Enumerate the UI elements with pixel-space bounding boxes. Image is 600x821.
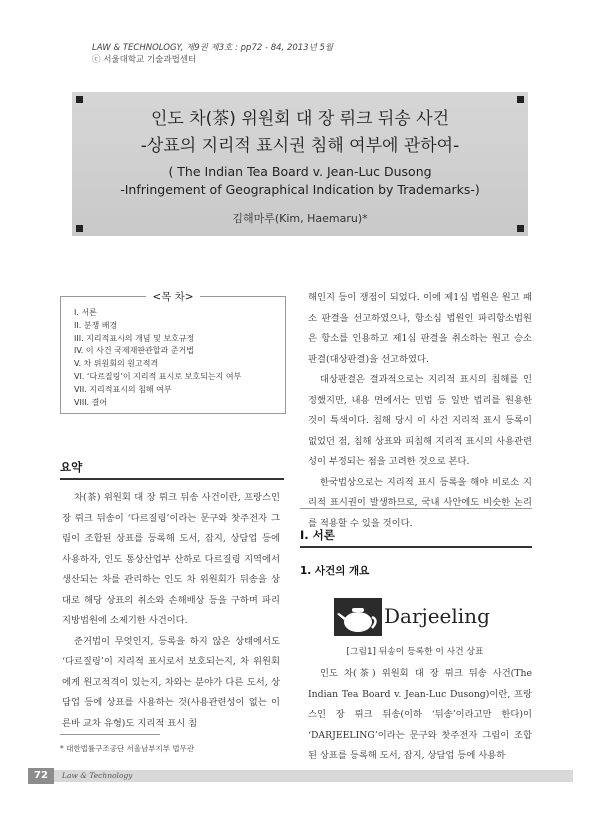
figure-caption: [그림1] 뒤송이 등록한 이 사건 상표 (346, 647, 484, 657)
toc-heading: <목 차> (60, 289, 286, 304)
teapot-icon (334, 598, 382, 636)
english-title: ( The Indian Tea Board v. Jean-Luc Dusong (168, 164, 432, 179)
right-paragraph: 한국법상으로는 지리적 표시 등록을 해야 비로소 지리적 표시권이 발생하므로, 국내 사안에도 비슷한 논리를 적용할 수 있을 것이다. (308, 476, 532, 529)
summary-body (62, 488, 280, 734)
corner-mark-bottom-right (517, 225, 524, 232)
journal-citation: LAW & TECHNOLOGY, 제9권 제3호 : pp72 - 84, 2013년 5월 (92, 43, 334, 53)
right-paragraph: 해인지 등이 쟁점이 되었다. 이에 제1심 법원은 원고 패소 판결을 선고하였으나, 항소심 법원인 파리항소법원은 항소를 인용하고 제1심 판결을 취소하는 원고 승소 판결(대상판결)을 선고하였다. (308, 292, 532, 365)
author: 김해마루(Kim, Haemaru)* (232, 212, 368, 225)
toc-item: VI. ‘다르질링’이 지리적 표시로 보호되는지 여부 (74, 371, 242, 381)
intro-paragraph: 인도 차(茶) 위원회 대 장 뤼크 뒤송 사건(The Indian Tea Board v. Jean-Luc Dusong)이란, 프랑스인 장 뤼크 뒤송(이하 ‘뒤송’이라고만 한다)이 ‘DARJEELING’이라는 문구와 찻주전자 그림이 조합된 상표를 등록해 도서, 잡지, 상담업 등에 사용하 (308, 668, 532, 761)
korean-title: 인도 차(茶) 위원회 대 장 뤼크 뒤송 사건 (151, 109, 449, 129)
logo-wordmark: Darjeeling (384, 604, 490, 628)
korean-subtitle: -상표의 지리적 표시권 침해 여부에 관하여- (140, 136, 460, 156)
toc-item: III. 지리적표시의 개념 및 보호규정 (74, 333, 195, 343)
toc-item: II. 분쟁 배경 (74, 320, 118, 330)
journal-header (92, 42, 333, 66)
summary-rule (60, 478, 284, 480)
publisher-line: ⓒ 서울대학교 기술과법센터 (92, 55, 197, 65)
section-heading-intro: I. 서론 (300, 528, 335, 542)
page-number: 72 (28, 768, 54, 784)
summary-continuation (308, 288, 532, 534)
toc-list (74, 307, 241, 409)
section-rule (300, 508, 532, 509)
footnote-rule (60, 734, 160, 735)
subsection-heading: 1. 사건의 개요 (300, 565, 370, 577)
corner-mark-top-right (517, 96, 524, 103)
corner-mark-top-left (76, 96, 83, 103)
right-paragraph: 대상판결은 결과적으로는 지리적 표시의 침해를 인정했지만, 내용 면에서는 민법 등 일반 법리를 원용한 것이 특색이다. 침해 당시 이 사건 지리적 표시 등록이 없었던 점, 침해 상표와 피침해 지리적 표시의 사용관련성이 부정되는 점을 고려한 것으로 본다. (308, 374, 532, 467)
toc-item: V. 차 위원회의 원고적격 (74, 359, 159, 369)
summary-paragraph: 준거법이 무엇인지, 등록을 하지 않은 상태에서도 ‘다르질링’이 지리적 표시로서 보호되는지, 차 위원회에게 원고적격이 있는지, 차와는 분야가 다른 도서, 상담업 등에 상표를 사용하는 것(사용관련성이 없는 이른바 교차 유형)도 지리적 표시 침 (62, 635, 280, 729)
summary-paragraph: 차(茶) 위원회 대 장 뤼크 뒤송 사건이란, 프랑스인 장 뤼크 뒤송이 ‘다르질링’이라는 문구와 찻주전자 그림이 조합된 상표를 등록해 도서, 잡지, 상담업 등에 사용하자, 인도 통상산업부 산하로 다르질링 지역에서 생산되는 차를 관리하는 인도 차 위원회가 뒤송을 상대로 해당 상표의 취소와 손해배상 등을 구하며 파리지방법원에 소제기한 사건이다. (62, 492, 280, 626)
intro-body (308, 664, 532, 767)
summary-heading: 요약 (60, 460, 83, 474)
toc-item: VIII. 결어 (74, 397, 108, 407)
corner-mark-bottom-left (76, 225, 83, 232)
footer-journal-name: Law & Technology (62, 771, 133, 780)
toc-item: I. 서론 (74, 308, 97, 317)
toc-item: VII. 지리적표시의 침해 여부 (74, 384, 172, 394)
section-rule-thick (300, 546, 532, 548)
english-subtitle: -Infringement of Geographical Indication by Trademarks-) (120, 182, 480, 197)
author-footnote: * 대한법률구조공단 서울남부지부 법무관 (60, 744, 195, 753)
toc-item: IV. 이 사건 국제재판관할과 준거법 (74, 346, 194, 356)
